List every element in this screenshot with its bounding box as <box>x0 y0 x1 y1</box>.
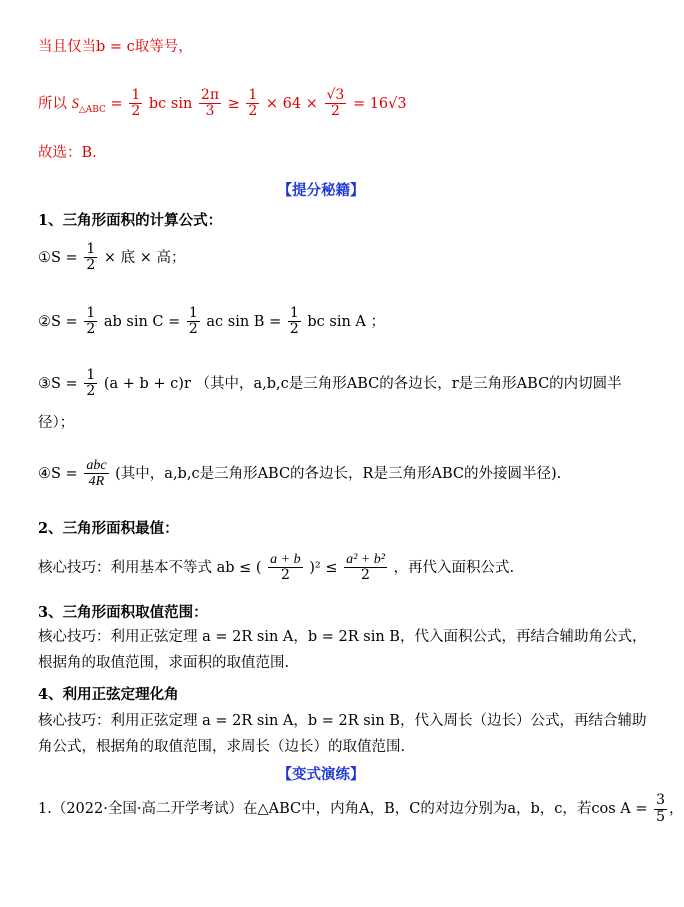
area-eq-term: bc sin <box>148 95 193 112</box>
question-1-text: 1.（2022·全国·高二开学考试）在△ABC中，内角A，B，C的对边分别为a，b，c，若cos A = <box>38 801 648 817</box>
formula-3-prefix: ③S = <box>38 375 78 392</box>
technique-2-pre: 核心技巧：利用基本不等式 ab ≤ ( <box>38 559 262 576</box>
formula-2-term1: ab sin C = <box>103 313 181 330</box>
formula-3-text: (a + b + c)r （其中，a,b,c是三角形ABC的各边长，r是三角形ABC的内切圆半 <box>103 375 622 392</box>
fraction-a-plus-b: $\frac{a + b}{2}$ <box>270 552 301 584</box>
heading-area-extremum: 2、三角形面积最值： <box>38 520 179 537</box>
fraction-half-f2c: $\frac{1}{2}$ <box>289 305 299 338</box>
formula-3-cont: 径）； <box>38 415 75 431</box>
question-1 <box>38 792 684 826</box>
formula-3 <box>38 368 628 400</box>
area-subscript: △ABC <box>78 104 106 115</box>
technique-3-line1: 核心技巧：利用正弦定理 a = 2R sin A，b = 2R sin B，代入面积公式，再结合辅助角公式， <box>38 629 647 645</box>
heading-area-range: 3、三角形面积取值范围： <box>38 604 208 621</box>
fraction-half: $\frac{1}{2}$ <box>131 87 141 120</box>
formula-4-prefix: ④S = <box>38 465 78 482</box>
formula-1 <box>38 242 628 274</box>
technique-2-mid: )² ≤ <box>309 559 338 576</box>
fraction-half-f3: $\frac{1}{2}$ <box>86 367 96 400</box>
area-end: = 16√3 <box>352 95 407 112</box>
technique-3-line2: 根据角的取值范围，求面积的取值范围. <box>38 655 290 671</box>
heading-area-formulas: 1、三角形面积的计算公式： <box>38 212 223 229</box>
area-result: 所以 $S_{\triangle ABC}$ = $\frac{1}{2}$ bc sin $\frac{2\pi}{3}$ ≥ $\frac{1}{2}$ × 64 × $\frac{√3}{2}$ = 16√3 <box>38 87 407 120</box>
fraction-a2-plus-b2: $\frac{\text{a² + b²}}{2}$ <box>346 552 385 584</box>
area-prefix: 所以 <box>38 95 67 112</box>
secret-title: 【提分秘籍】 <box>277 182 365 199</box>
formula-4-text: (其中，a,b,c是三角形ABC的各边长，R是三角形ABC的外接圆半径). <box>115 465 562 482</box>
fraction-half-f2a: $\frac{1}{2}$ <box>86 305 96 338</box>
formula-2-term3: bc sin A ； <box>307 313 385 330</box>
formula-1-prefix: ①S = <box>38 249 78 266</box>
fraction-half-f2b: $\frac{1}{2}$ <box>188 305 198 338</box>
question-1-post: ， <box>669 801 684 817</box>
formula-4 <box>38 458 628 490</box>
fraction-half-2: $\frac{1}{2}$ <box>248 87 258 120</box>
area-symbol: S <box>71 95 79 112</box>
fraction-half-f1: $\frac{1}{2}$ <box>86 241 96 274</box>
fraction-2pi-3: $\frac{2\pi}{3}$ <box>200 87 220 120</box>
equality-condition: 当且仅当b = c取等号， <box>38 39 193 55</box>
choice-answer: 故选：B. <box>38 145 97 161</box>
formula-2 <box>38 306 628 338</box>
formula-2-prefix: ②S = <box>38 313 78 330</box>
formula-1-suffix: × 底 × 高； <box>103 249 186 266</box>
ge-sign: ≥ <box>227 95 240 112</box>
fraction-abc-4r: $\frac{\text{abc}}{4R}$ <box>86 458 107 490</box>
technique-2-post: ，再代入面积公式. <box>393 559 515 576</box>
fraction-sqrt3-2: $\frac{√3}{2}$ <box>326 87 345 120</box>
heading-sine-rule: 4、利用正弦定理化角 <box>38 686 179 703</box>
technique-2 <box>38 552 628 584</box>
fraction-3-5: $\frac{3}{5}$ <box>656 792 666 825</box>
area-mid: × 64 × <box>265 95 318 112</box>
technique-4-line1: 核心技巧：利用正弦定理 a = 2R sin A，b = 2R sin B，代入周长（边长）公式，再结合辅助 <box>38 713 647 729</box>
technique-4-line2: 角公式，根据角的取值范围，求周长（边长）的取值范围. <box>38 739 406 755</box>
practice-title: 【变式演练】 <box>277 766 365 783</box>
formula-2-term2: ac sin B = <box>206 313 282 330</box>
